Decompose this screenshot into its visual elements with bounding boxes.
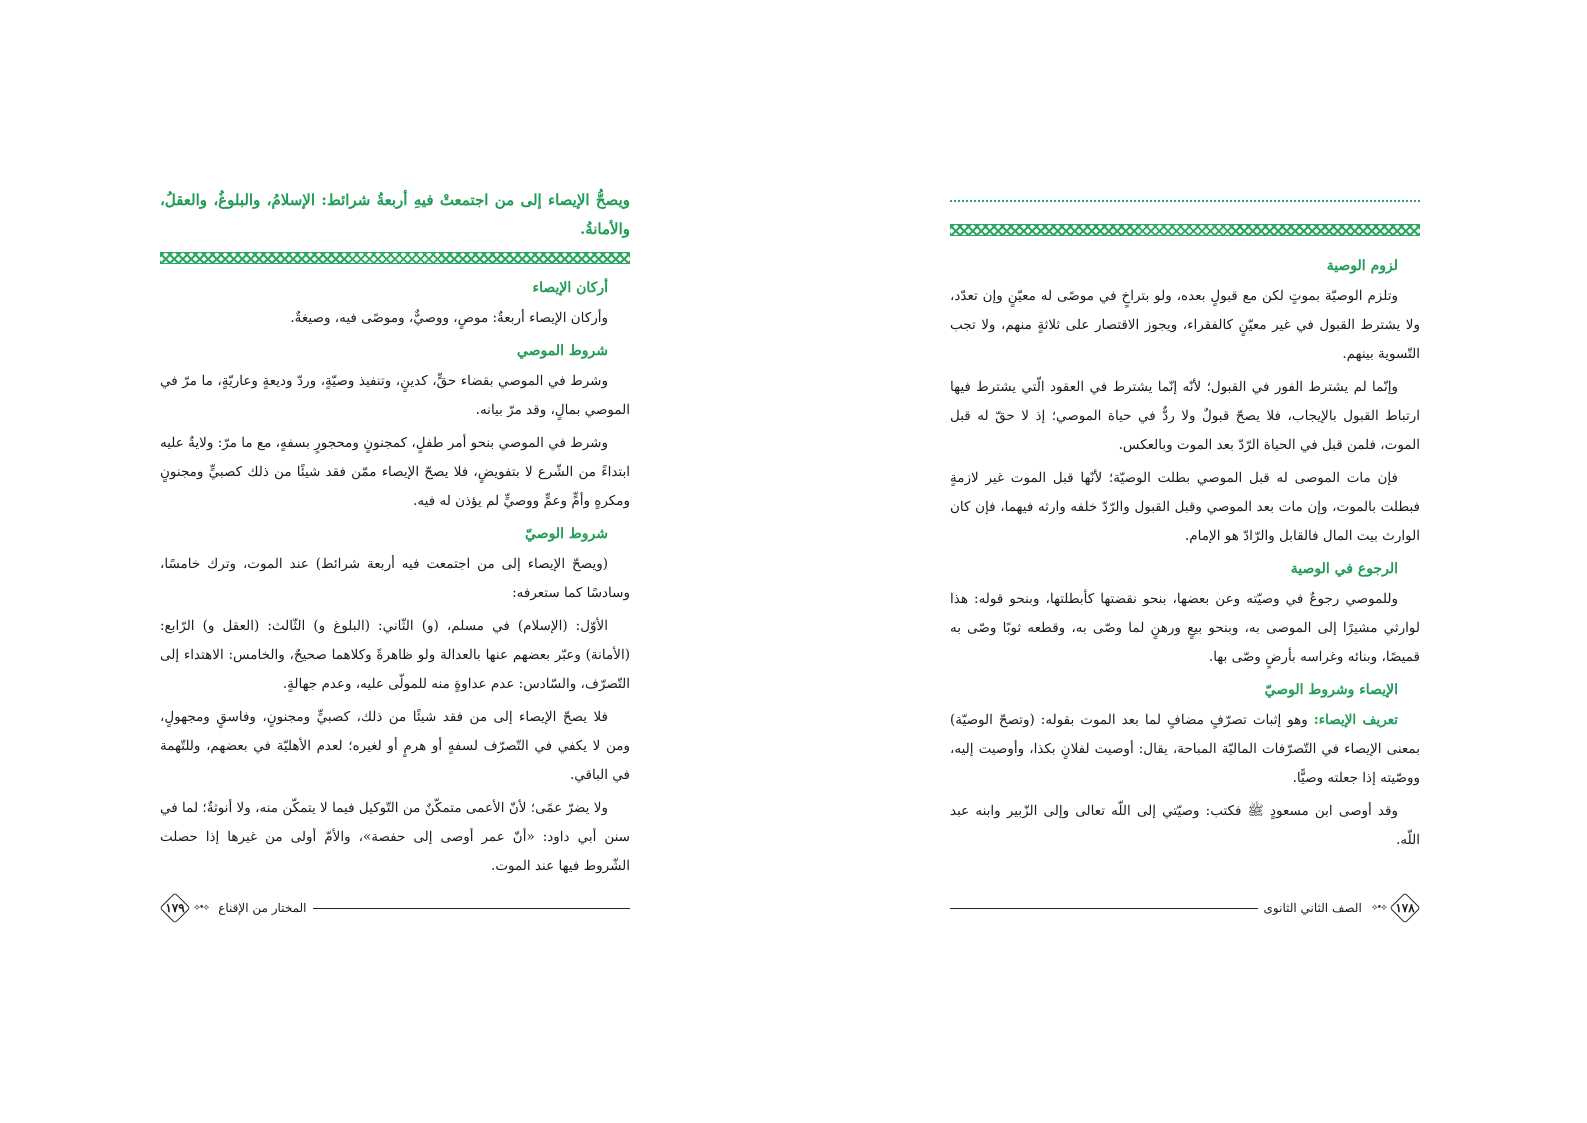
paragraph: (ويصحّ الإيصاء إلى من اجتمعت فيه أربعة شرائط) عند الموت، وترك خامسًا، وسادسًا كما ستعرفه: <box>160 556 630 601</box>
page-number-badge <box>1390 896 1420 920</box>
paragraph: وقد أوصى ابن مسعودٍ ﷺ فكتب: وصيّتي إلى اللّه تعالى وإلى الزّبير وابنه عبد اللّه. <box>950 803 1420 848</box>
footer-grade-title: الصف الثاني الثانوى <box>1263 901 1362 915</box>
left-page-footer <box>160 896 630 920</box>
decorative-border <box>160 252 630 264</box>
section-heading-executor-conditions: شروط الوصيّ <box>525 526 608 542</box>
section-heading-pillars: أركان الإيصاء <box>532 280 608 296</box>
right-page-footer <box>950 896 1420 920</box>
dotted-divider <box>950 200 1420 202</box>
paragraph: فلا يصحّ الإيصاء إلى من فقد شيئًا من ذلك، كصبيٍّ ومجنونٍ، وفاسقٍ ومجهولٍ، ومن لا يكفي في التّصرّف لسفهٍ أو هرمٍ أو لغيره؛ لعدم الأهليّة في بعضهم، وللتّهمة في الباقي. <box>160 709 630 783</box>
paragraph: فإن مات الموصى له قبل الموصي بطلت الوصيّة؛ لأنّها قبل الموت غير لازمةٍ فبطلت بالموت، وإن مات بعد الموصي وقبل القبول والرّدّ خلفه وارثه فيهما، فإن كان الوارث بيت المال فالقابل والرّادّ هو الإمام. <box>950 470 1420 544</box>
definition-paragraph <box>950 706 1420 793</box>
footer-rule <box>313 908 630 909</box>
page-number-badge <box>160 896 190 920</box>
left-page <box>160 0 630 1123</box>
paragraph: وإنّما لم يشترط الفور في القبول؛ لأنّه إنّما يشترط في العقود الّتي يشترط فيها ارتباط القبول بالإيجاب، فلا يصحّ قبولٌ ولا ردٌّ في حياة الموصي؛ إذ لا حقّ له قبل الموت، فلمن قبل في الحياة الرّدّ بعد الموت وبالعكس. <box>950 379 1420 453</box>
right-page-content <box>950 248 1420 859</box>
section-heading-revocation: الرجوع في الوصية <box>1290 561 1398 577</box>
paragraph: ولا يضرّ عمًى؛ لأنّ الأعمى متمكّنٌ من التّوكيل فيما لا يتمكّن منه، ولا أنوثةٌ؛ لما في سنن أبي داود: «أنّ عمر أوصى إلى حفصة»، والأمّ أولى من غيرها إذا حصلت الشّروط فيها عند الموت. <box>160 800 630 874</box>
footer-rule <box>950 908 1258 909</box>
paragraph: وشرط في الموصي بنحو أمر طفلٍ، كمجنونٍ ومحجورٍ بسفهٍ، مع ما مرّ: ولايةٌ عليه ابتداءً من الشّرع لا بتفويضٍ، فلا يصحّ الإيصاء ممّن فقد شيئًا من ذلك كصبيٍّ ومجنونٍ ومكرهٍ وأمٍّ وعمٍّ ووصيٍّ لم يؤذن له فيه. <box>160 435 630 509</box>
paragraph: وأركان الإيصاء أربعةٌ: موصٍ، ووصيٌّ، وموصًى فيه، وصيغةٌ. <box>290 310 608 326</box>
paragraph: وشرط في الموصي بقضاء حقٍّ، كدينٍ، وتنفيذ وصيّةٍ، وردّ وديعةٍ وعاريّةٍ، ما مرّ في الموصي بمالٍ، وقد مرّ بيانه. <box>160 373 630 418</box>
ornament-icon: ⟡•⟡ <box>194 903 209 913</box>
definition-text: وهو إثبات تصرّفٍ مضافٍ لما بعد الموت بقوله: (وتصحّ الوصيّة) بمعنى الإيصاء في التّصرّفات الماليّة المباحة، يقال: أوصيت لفلانٍ بكذا، وأوصيت إليه، ووصّيته إذا جعلته وصيًّا. <box>950 712 1420 786</box>
left-page-intro: ويصحُّ الإيصاء إلى من اجتمعتْ فيهِ أربعةُ شرائط: الإسلامُ، والبلوغُ، والعقلُ، والأمانةُ. <box>160 191 630 238</box>
definition-term: تعريف الإيصاء: <box>1313 712 1398 728</box>
section-heading-testator-conditions: شروط الموصي <box>516 343 608 359</box>
page-number: ١٧٩ <box>165 901 185 915</box>
paragraph: الأوّل: (الإسلام) في مسلم، (و) الثّاني: (البلوغ و) الثّالث: (العقل و) الرّابع: (الأمانة) وعبّر بعضهم عنها بالعدالة ولو ظاهرةً وكلاهما صحيحٌ، والخامس: الاهتداء إلى التّصرّف، والسّادس: عدم عداوةٍ منه للمولّى عليه، وعدم جهالةٍ. <box>160 618 630 692</box>
right-page <box>950 0 1420 1123</box>
ornament-icon: ⟡•⟡ <box>1371 903 1386 913</box>
paragraph: وللموصي رجوعٌ في وصيّته وعن بعضها، بنحو نقضتها كأبطلتها، وبنحو قوله: هذا لوارثي مشيرًا إلى الموصى به، وبنحو بيعٍ ورهنٍ لما وصّى به، وقطعه ثوبًا وصّى به قميصًا، وبنائه وغراسه بأرضٍ وصّى بها. <box>950 591 1420 665</box>
section-heading-binding: لزوم الوصية <box>1326 258 1398 274</box>
paragraph: وتلزم الوصيّة بموتٍ لكن مع قبولٍ بعده، ولو بتراخٍ في موصًى له معيّنٍ وإن تعدّد، ولا يشترط القبول في غير معيّنٍ كالفقراء، ويجوز الاقتصار على ثلاثةٍ منهم، ولا تجب التّسوية بينهم. <box>950 288 1420 362</box>
footer-book-title: المختار من الإقناع <box>218 901 307 915</box>
decorative-border <box>950 224 1420 236</box>
section-heading-appointment: الإيصاء وشروط الوصيّ <box>1264 682 1398 698</box>
left-page-content <box>160 270 630 885</box>
page-number: ١٧٨ <box>1395 901 1415 915</box>
